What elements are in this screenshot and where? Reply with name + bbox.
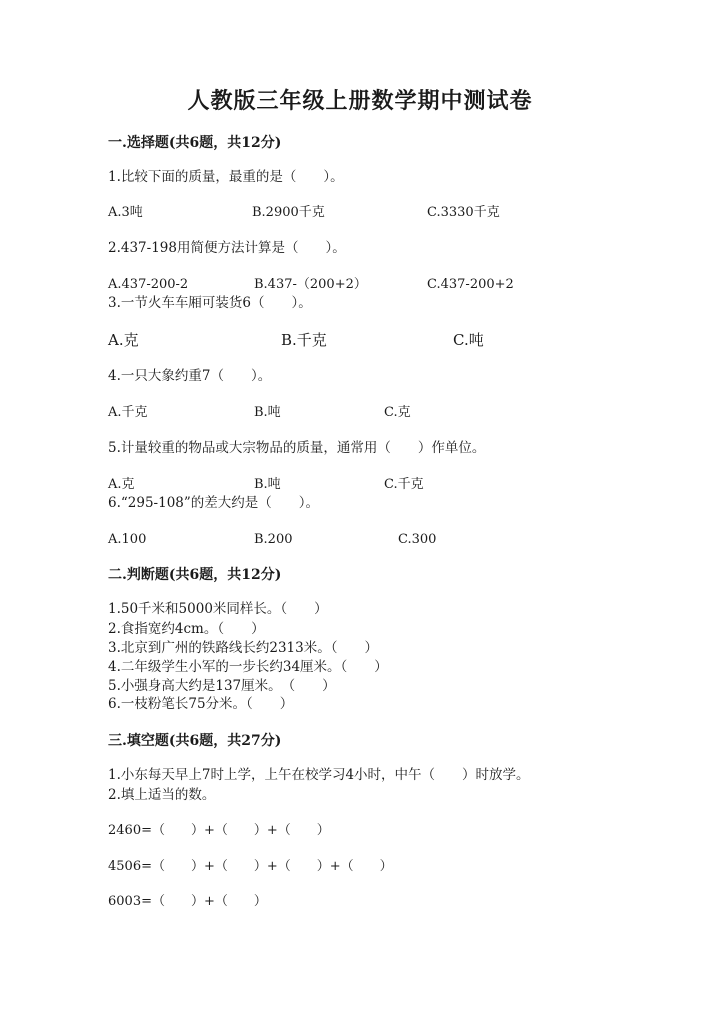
section-heading-choice: 一.选择题(共6题，共12分) xyxy=(108,135,282,151)
section-heading-judgement: 二.判断题(共6题，共12分) xyxy=(108,567,282,583)
question-text: 1.小东每天早上7时上学，上午在校学习4小时，中午（ ）时放学。 xyxy=(108,767,530,783)
question-text: 6.一枝粉笔长75分米。（ ） xyxy=(108,696,294,712)
option-b: B.吨 xyxy=(254,477,281,492)
question-text: 6.“295-108”的差大约是（ ）。 xyxy=(108,495,320,511)
option-c: C.吨 xyxy=(453,331,484,349)
question-text: 2.填上适当的数。 xyxy=(108,787,216,803)
option-a: A.克 xyxy=(108,477,135,492)
question-text: 3.一节火车车厢可装货6（ ）。 xyxy=(108,295,312,311)
question-text: 5.小强身高大约是137厘米。 （ ） xyxy=(108,678,336,694)
question-text: 1.比较下面的质量，最重的是（ ）。 xyxy=(108,169,344,185)
question-text: 3.北京到广州的铁路线长约2313米。（ ） xyxy=(108,640,378,656)
question-text: 4.一只大象约重7（ ）。 xyxy=(108,368,272,384)
question-text: 1.50千米和5000米同样长。（ ） xyxy=(108,601,328,617)
option-a: A.千克 xyxy=(108,405,148,420)
option-a: A.克 xyxy=(108,331,139,349)
option-b: B.437-（200+2） xyxy=(254,277,367,292)
option-c: C.3330千克 xyxy=(427,205,500,220)
question-text: 5.计量较重的物品或大宗物品的质量，通常用（ ）作单位。 xyxy=(108,440,486,456)
option-b: B.200 xyxy=(254,532,293,547)
option-b: B.吨 xyxy=(254,405,281,420)
question-text: 4.二年级学生小军的一步长约34厘米。（ ） xyxy=(108,659,388,675)
section-heading-fill: 三.填空题(共6题，共27分) xyxy=(108,733,282,749)
option-a: A.437-200-2 xyxy=(108,277,189,292)
option-b: B.千克 xyxy=(281,331,327,349)
option-a: A.100 xyxy=(108,532,147,547)
option-c: C.克 xyxy=(384,405,411,420)
question-text: 2.食指宽约4cm。（ ） xyxy=(108,621,265,637)
fill-line: 2460=（ ）+（ ）+（ ） xyxy=(108,823,330,838)
option-a: A.3吨 xyxy=(108,205,143,220)
question-text: 2.437-198用简便方法计算是（ ）。 xyxy=(108,240,346,256)
fill-line: 6003=（ ）+（ ） xyxy=(108,894,267,909)
option-c: C.300 xyxy=(398,532,437,547)
page-title: 人教版三年级上册数学期中测试卷 xyxy=(187,88,533,114)
option-c: C.千克 xyxy=(384,477,424,492)
option-c: C.437-200+2 xyxy=(427,277,514,292)
fill-line: 4506=（ ）+（ ）+（ ）+（ ） xyxy=(108,859,393,874)
option-b: B.2900千克 xyxy=(252,205,325,220)
